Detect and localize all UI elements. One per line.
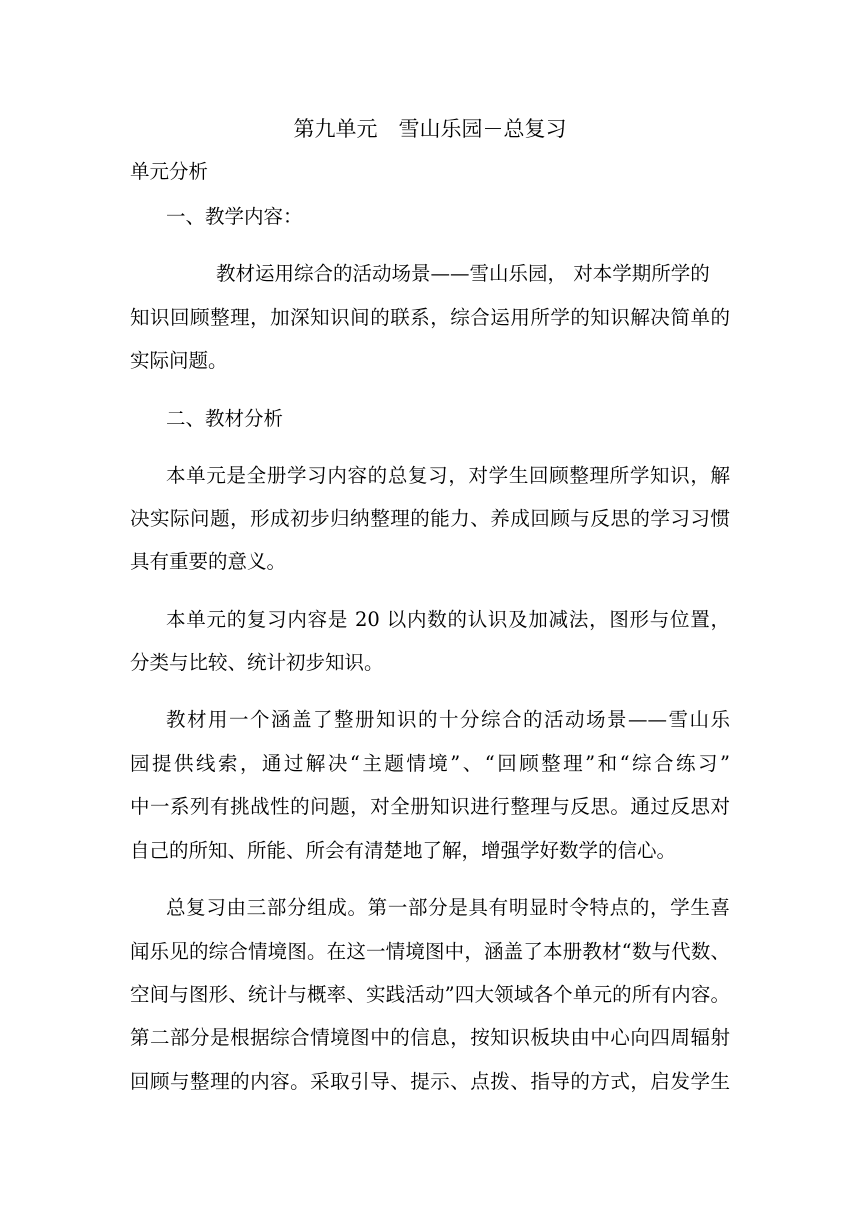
paragraph-line: 具有重要的意义。 (130, 550, 287, 573)
paragraph-line: 实际问题。 (130, 349, 228, 372)
paragraph-line: 教材运用综合的活动场景——雪山乐园， 对本学期所学的 (216, 262, 710, 285)
section-heading: 单元分析 (130, 160, 209, 183)
document-title: 第九单元 雪山乐园－总复习 (293, 117, 567, 141)
paragraph-line: 回顾与整理的内容。采取引导、提示、点拨、指导的方式，启发学生 (130, 1070, 730, 1093)
paragraph-line: 总复习由三部分组成。第一部分是具有明显时令特点的，学生喜 (166, 896, 730, 919)
paragraph-line: 园提供线索，通过解决“主题情境”、“回顾整理”和“综合练习” (130, 752, 730, 775)
paragraph-line: 分类与比较、统计初步知识。 (130, 651, 384, 674)
paragraph-line: 闻乐见的综合情境图。在这一情境图中，涵盖了本册教材“数与代数、 (130, 940, 730, 963)
teaching-content-heading: 一、教学内容： (166, 205, 303, 228)
paragraph-line: 中一系列有挑战性的问题，对全册知识进行整理与反思。通过反思对 (130, 795, 730, 818)
paragraph-line: 第二部分是根据综合情境图中的信息，按知识板块由中心向四周辐射 (130, 1026, 730, 1049)
paragraph-line: 本单元是全册学习内容的总复习，对学生回顾整理所学知识，解 (166, 464, 730, 487)
paragraph-line: 本单元的复习内容是 20 以内数的认识及加减法，图形与位置， (166, 608, 730, 631)
paragraph-line: 空间与图形、统计与概率、实践活动”四大领域各个单元的所有内容。 (130, 983, 730, 1006)
paragraph-line: 知识回顾整理，加深知识间的联系，综合运用所学的知识解决简单的 (130, 306, 730, 329)
analysis-heading: 二、教材分析 (166, 407, 284, 430)
paragraph-line: 自己的所知、所能、所会有清楚地了解，增强学好数学的信心。 (130, 839, 677, 862)
paragraph-line: 决实际问题，形成初步归纳整理的能力、养成回顾与反思的学习习惯 (130, 507, 730, 530)
paragraph-line: 教材用一个涵盖了整册知识的十分综合的活动场景——雪山乐 (166, 708, 730, 731)
